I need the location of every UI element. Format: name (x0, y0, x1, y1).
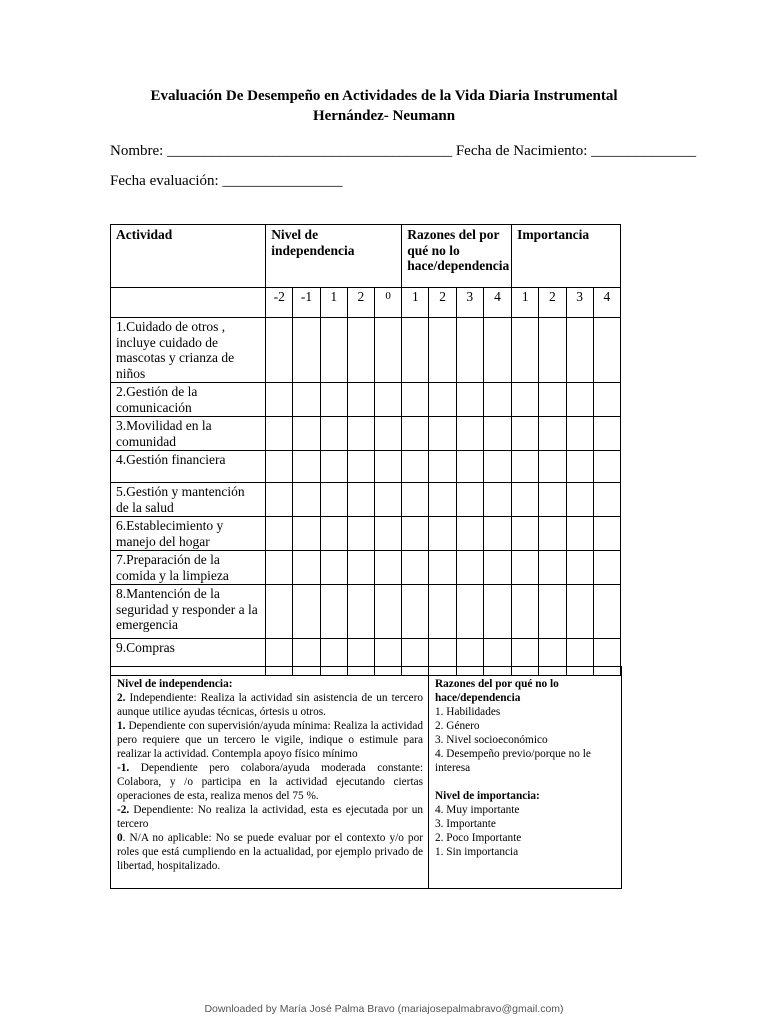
rating-cell[interactable] (347, 517, 374, 551)
rating-cell[interactable] (429, 551, 456, 585)
rating-cell[interactable] (512, 318, 539, 383)
legend-razones-item: 2. Género (435, 720, 480, 732)
rating-cell[interactable] (593, 585, 620, 639)
rating-cell[interactable] (483, 451, 511, 483)
scale-row (111, 288, 621, 318)
legend-razones-importancia (429, 667, 622, 889)
rating-cell[interactable] (293, 417, 320, 451)
rating-cell[interactable] (456, 417, 483, 451)
legend-nivel-independencia (111, 667, 429, 889)
activity-row (111, 585, 621, 639)
legend-razones-title: Razones del por qué no lo hace/dependencia (435, 678, 559, 704)
legend-nivel-item (117, 761, 423, 803)
legend-importancia-item: 3. Importante (435, 818, 496, 830)
scale-nivel: 0 (375, 288, 402, 318)
legend-importancia-item: 1. Sin importancia (435, 846, 519, 858)
legend-importancia-item: 2. Poco Importante (435, 832, 522, 844)
rating-cell[interactable] (375, 383, 402, 417)
legend-razones-item: 1. Habilidades (435, 706, 501, 718)
rating-cell[interactable] (347, 383, 374, 417)
rating-cell[interactable] (593, 517, 620, 551)
rating-cell[interactable] (566, 483, 593, 517)
activity-label: 7.Preparación de la comida y la limpieza (111, 551, 266, 585)
rating-cell[interactable] (375, 451, 402, 483)
rating-cell[interactable] (539, 585, 566, 639)
document-subtitle: Hernández- Neumann (312, 108, 456, 124)
activity-label: 5.Gestión y mantención de la salud (111, 483, 266, 517)
rating-cell[interactable] (347, 451, 374, 483)
rating-cell[interactable] (539, 517, 566, 551)
activities-table (110, 224, 621, 676)
legend-nivel-key: 0 (117, 832, 123, 844)
activity-label: 3.Movilidad en la comunidad (111, 417, 266, 451)
download-footer: Downloaded by María José Palma Bravo (mariajosepalmabravo@gmail.com) (204, 1003, 564, 1015)
rating-cell[interactable] (566, 585, 593, 639)
scale-importancia: 3 (566, 288, 593, 318)
activity-row (111, 517, 621, 551)
rating-cell[interactable] (539, 417, 566, 451)
legend-nivel-text: Dependiente con supervisión/ayuda mínima: Realiza la actividad pero requiere que un tercero le vigile, indique o estimule para realizar la actividad. Contempla apoyo físico mínimo (117, 720, 423, 760)
rating-cell[interactable] (429, 483, 456, 517)
rating-cell[interactable] (402, 551, 429, 585)
rating-cell[interactable] (293, 551, 320, 585)
activity-label: 4.Gestión financiera (111, 451, 266, 483)
rating-cell[interactable] (320, 585, 347, 639)
rating-cell[interactable] (402, 383, 429, 417)
rating-cell[interactable] (402, 318, 429, 383)
rating-cell[interactable] (512, 517, 539, 551)
name-and-birthdate-field[interactable]: Nombre: ______________________________________ Fecha de Nacimiento: ______________ (110, 143, 697, 159)
table-header-row (111, 225, 621, 288)
legend-nivel-text: Dependiente pero colabora/ayuda moderada constante: Colabora, y /o participa en la actividad ejecutando ciertas operaciones de esta, realiza menos del 75 %. (117, 762, 423, 802)
activity-label: 9.Compras (111, 639, 266, 676)
legend-nivel-item (117, 803, 423, 831)
rating-cell[interactable] (347, 483, 374, 517)
rating-cell[interactable] (512, 551, 539, 585)
rating-cell[interactable] (375, 483, 402, 517)
rating-cell[interactable] (429, 383, 456, 417)
rating-cell[interactable] (566, 318, 593, 383)
legend-nivel-title: Nivel de independencia: (117, 678, 233, 690)
rating-cell[interactable] (375, 417, 402, 451)
rating-cell[interactable] (566, 383, 593, 417)
legend-nivel-item (117, 719, 423, 761)
scale-nivel: 2 (347, 288, 374, 318)
rating-cell[interactable] (593, 551, 620, 585)
rating-cell[interactable] (320, 517, 347, 551)
rating-cell[interactable] (402, 417, 429, 451)
rating-cell[interactable] (293, 483, 320, 517)
header-actividad: Actividad (111, 225, 266, 288)
activity-row (111, 417, 621, 451)
rating-cell[interactable] (320, 417, 347, 451)
header-nivel-independencia: Nivel de independencia (266, 225, 402, 288)
rating-cell[interactable] (429, 451, 456, 483)
rating-cell[interactable] (429, 417, 456, 451)
rating-cell[interactable] (483, 483, 511, 517)
rating-cell[interactable] (539, 551, 566, 585)
rating-cell[interactable] (402, 451, 429, 483)
rating-cell[interactable] (456, 551, 483, 585)
rating-cell[interactable] (429, 585, 456, 639)
document-title: Evaluación De Desempeño en Actividades de la Vida Diaria Instrumental (150, 88, 618, 104)
legend-nivel-text: Independiente: Realiza la actividad sin asistencia de un tercero aunque utilice ayudas técnicas, órtesis u otros. (117, 692, 423, 718)
rating-cell[interactable] (539, 383, 566, 417)
activity-row (111, 551, 621, 585)
scale-nivel: 1 (320, 288, 347, 318)
legend-nivel-key: -2. (117, 804, 130, 816)
rating-cell[interactable] (483, 318, 511, 383)
legend-razones-item: 4. Desempeño previo/porque no le interesa (435, 748, 591, 774)
legend-razones-item: 3. Nivel socioeconómico (435, 734, 548, 746)
rating-cell[interactable] (512, 383, 539, 417)
scale-importancia: 4 (593, 288, 620, 318)
rating-cell[interactable] (483, 551, 511, 585)
rating-cell[interactable] (402, 517, 429, 551)
rating-cell[interactable] (593, 483, 620, 517)
rating-cell[interactable] (266, 483, 293, 517)
rating-cell[interactable] (429, 517, 456, 551)
rating-cell[interactable] (320, 551, 347, 585)
rating-cell[interactable] (402, 483, 429, 517)
header-razones: Razones del por qué no lo hace/dependencia (402, 225, 512, 288)
scale-razones: 1 (402, 288, 429, 318)
rating-cell[interactable] (347, 585, 374, 639)
header-importancia: Importancia (512, 225, 621, 288)
rating-cell[interactable] (566, 451, 593, 483)
legend-nivel-key: 1. (117, 720, 126, 732)
rating-cell[interactable] (512, 585, 539, 639)
rating-cell[interactable] (266, 585, 293, 639)
rating-cell[interactable] (512, 483, 539, 517)
rating-cell[interactable] (483, 517, 511, 551)
activity-label: 8.Mantención de la seguridad y responder a la emergencia (111, 585, 266, 639)
rating-cell[interactable] (456, 585, 483, 639)
rating-cell[interactable] (347, 417, 374, 451)
rating-cell[interactable] (539, 483, 566, 517)
rating-cell[interactable] (320, 451, 347, 483)
legend-nivel-text: . N/A no aplicable: No se puede evaluar por el contexto y/o por roles que está cumpliendo en la actualidad, por ejemplo privado de libertad, hospitalizado. (117, 832, 423, 872)
legend-nivel-key: 2. (117, 692, 126, 704)
rating-cell[interactable] (293, 451, 320, 483)
activity-row (111, 483, 621, 517)
scale-razones: 4 (483, 288, 511, 318)
rating-cell[interactable] (320, 383, 347, 417)
rating-cell[interactable] (566, 517, 593, 551)
scale-empty-cell (111, 288, 266, 318)
rating-cell[interactable] (429, 318, 456, 383)
rating-cell[interactable] (293, 318, 320, 383)
rating-cell[interactable] (347, 551, 374, 585)
rating-cell[interactable] (512, 417, 539, 451)
rating-cell[interactable] (293, 517, 320, 551)
rating-cell[interactable] (347, 318, 374, 383)
rating-cell[interactable] (320, 318, 347, 383)
rating-cell[interactable] (566, 551, 593, 585)
rating-cell[interactable] (375, 318, 402, 383)
rating-cell[interactable] (593, 417, 620, 451)
rating-cell[interactable] (375, 517, 402, 551)
rating-cell[interactable] (402, 585, 429, 639)
rating-cell[interactable] (512, 451, 539, 483)
rating-cell[interactable] (293, 383, 320, 417)
rating-cell[interactable] (293, 585, 320, 639)
rating-cell[interactable] (456, 383, 483, 417)
rating-cell[interactable] (456, 517, 483, 551)
rating-cell[interactable] (456, 483, 483, 517)
rating-cell[interactable] (539, 318, 566, 383)
activity-label: 1.Cuidado de otros , incluye cuidado de mascotas y crianza de niños (111, 318, 266, 383)
rating-cell[interactable] (375, 551, 402, 585)
rating-cell[interactable] (566, 417, 593, 451)
evaluation-date-field[interactable]: Fecha evaluación: ________________ (110, 173, 343, 189)
rating-cell[interactable] (539, 451, 566, 483)
rating-cell[interactable] (456, 451, 483, 483)
legend-table (110, 666, 622, 889)
rating-cell[interactable] (266, 451, 293, 483)
rating-cell[interactable] (483, 585, 511, 639)
rating-cell[interactable] (266, 417, 293, 451)
legend-nivel-item (117, 691, 423, 719)
legend-nivel-text: Dependiente: No realiza la actividad, esta es ejecutada por un tercero (117, 804, 423, 830)
rating-cell[interactable] (266, 517, 293, 551)
legend-importancia-title: Nivel de importancia: (435, 790, 540, 802)
rating-cell[interactable] (266, 318, 293, 383)
rating-cell[interactable] (483, 383, 511, 417)
scale-nivel: -1 (293, 288, 320, 318)
activity-row (111, 318, 621, 383)
legend-nivel-item (117, 831, 423, 873)
rating-cell[interactable] (266, 551, 293, 585)
rating-cell[interactable] (266, 383, 293, 417)
rating-cell[interactable] (456, 318, 483, 383)
activity-row (111, 383, 621, 417)
rating-cell[interactable] (320, 483, 347, 517)
scale-razones: 3 (456, 288, 483, 318)
rating-cell[interactable] (593, 318, 620, 383)
legend-nivel-key: -1. (117, 762, 130, 774)
rating-cell[interactable] (375, 585, 402, 639)
activity-label: 2.Gestión de la comunicación (111, 383, 266, 417)
legend-importancia-item: 4. Muy importante (435, 804, 520, 816)
activity-row (111, 451, 621, 483)
rating-cell[interactable] (593, 451, 620, 483)
scale-nivel: -2 (266, 288, 293, 318)
scale-importancia: 1 (512, 288, 539, 318)
activity-label: 6.Establecimiento y manejo del hogar (111, 517, 266, 551)
scale-importancia: 2 (539, 288, 566, 318)
rating-cell[interactable] (483, 417, 511, 451)
scale-razones: 2 (429, 288, 456, 318)
rating-cell[interactable] (593, 383, 620, 417)
